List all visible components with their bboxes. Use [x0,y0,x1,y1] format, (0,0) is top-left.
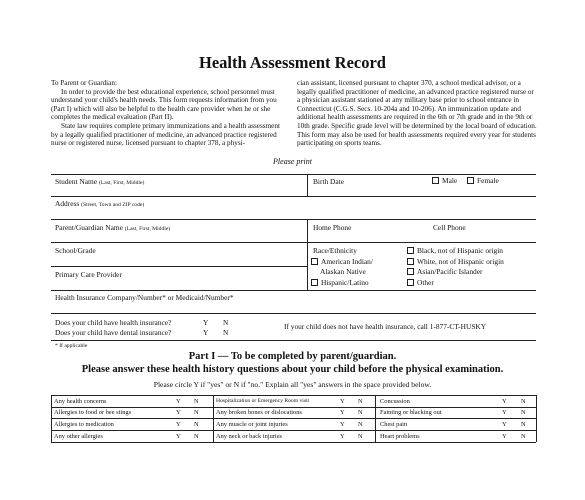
school-grade-label: School/Grade [55,246,96,255]
question-muscle-joint: Any muscle or joint injuries [216,421,288,428]
divider [51,290,536,291]
question-fainting: Fainting or blacking out [380,409,442,416]
dental-insurance-no[interactable]: N [223,328,229,337]
health-insurance-no[interactable]: N [223,318,229,327]
race-black-checkbox[interactable]: Black, not of Hispanic origin [407,246,503,255]
dental-insurance-question: Does your child have dental insurance? [55,328,172,337]
part1-title: Part I — To be completed by parent/guardian. [188,351,397,362]
question-concussion: Concussion [380,398,410,405]
male-checkbox[interactable]: Male [432,176,457,185]
question-allergies-food: Allergies to food or bee stings [54,409,132,416]
divider [307,219,308,290]
race-white-checkbox[interactable]: White, not of Hispanic origin [407,257,504,266]
race-other-checkbox[interactable]: Other [407,278,434,287]
checkbox-icon [407,258,414,265]
dental-insurance-yes[interactable]: Y [203,328,209,337]
part1-instructions: Please circle Y if "yes" or N if "no." Explain all "yes" answers in the space provided below. [153,380,432,389]
checkbox-icon [311,279,318,286]
answer-no[interactable]: N [194,409,199,416]
intro-paragraph-2: State law requires complete primary immunizations and a health assessment by a legally qualified practitioner of medicine, an advanced practice registered nurse or registered nurse, licensed pursuant to chapter 378, a physi- [51,121,280,148]
answer-no[interactable]: N [521,409,526,416]
answer-yes[interactable]: Y [340,398,345,405]
answer-no[interactable]: N [358,433,363,440]
student-name-label: Student Name (Last, First, Middle) [55,177,145,186]
race-american-indian-label-2: Alaskan Native [320,267,366,276]
cell-phone-label: Cell Phone [433,223,466,232]
health-insurance-question: Does your child have health insurance? [55,318,172,327]
checkbox-icon [407,247,414,254]
part1-subtitle: Please answer these health history questions about your child before the physical examination. [81,364,504,375]
race-american-indian-checkbox[interactable]: American Indian/ [311,257,373,266]
question-chest-pain: Chest pain [380,421,408,428]
divider [51,340,536,341]
answer-no[interactable]: N [521,398,526,405]
answer-no[interactable]: N [521,421,526,428]
divider [51,219,536,220]
race-hispanic-checkbox[interactable]: Hispanic/Latino [311,278,369,287]
guardian-name-label: Parent/Guardian Name (Last, First, Middle) [55,223,171,232]
female-checkbox[interactable]: Female [467,176,499,185]
answer-yes[interactable]: Y [502,398,507,405]
address-label: Address (Street, Town and ZIP code) [55,199,145,208]
checkbox-icon [432,177,439,184]
answer-yes[interactable]: Y [340,421,345,428]
divider [51,242,536,243]
question-other-allergies: Any other allergies [54,433,103,440]
birth-date-label: Birth Date [313,177,344,186]
form-title: Health Assessment Record [199,53,386,72]
answer-no[interactable]: N [358,421,363,428]
checkbox-icon [407,279,414,286]
insurance-company-label: Health Insurance Company/Number* or Medicaid/Number* [55,293,234,302]
checkbox-icon [407,268,414,275]
question-broken-bones: Any broken bones or dislocations [216,409,302,416]
answer-yes[interactable]: Y [176,398,181,405]
intro-right-column: cian assistant, licensed pursuant to chapter 370, a school medical advisor, or a legally qualified practitioner of medicine, an advanced practice registered nurse or a physician assistant stationed at any military base prior to school entrance in Connecticut (C.G.S. Secs. 10-204a and 10-206). An immunization update and additional health assessments are required in the 6th or 7th grade and in the 9th or 10th grade. Specific grade level will be determined by the local board of education. This form may also be used for health assessments required every year for students participating on sports teams. [297,79,537,148]
question-heart-problems: Heart problems [380,433,420,440]
divider [307,174,308,196]
question-any-health-concerns: Any health concerns [54,398,107,405]
answer-no[interactable]: N [194,421,199,428]
answer-yes[interactable]: Y [176,409,181,416]
intro-left-column [51,79,287,148]
intro-salutation: To Parent or Guardian: [51,79,117,87]
divider [51,196,536,197]
divider [51,174,536,175]
answer-no[interactable]: N [358,409,363,416]
primary-care-label: Primary Care Provider [55,270,122,279]
answer-yes[interactable]: Y [340,433,345,440]
race-ethnicity-label: Race/Ethnicity [313,246,357,255]
home-phone-label: Home Phone [313,223,352,232]
if-applicable-note: * If applicable [55,343,88,349]
answer-yes[interactable]: Y [340,409,345,416]
answer-yes[interactable]: Y [502,409,507,416]
husky-note: If your child does not have health insurance, call 1-877-CT-HUSKY [284,322,487,331]
answer-yes[interactable]: Y [176,433,181,440]
race-asian-checkbox[interactable]: Asian/Pacific Islander [407,267,482,276]
divider [51,313,536,314]
answer-no[interactable]: N [521,433,526,440]
please-print-note: Please print [273,157,312,166]
question-hospitalization: Hospitalization or Emergency Room visit [216,398,310,404]
health-insurance-yes[interactable]: Y [203,318,209,327]
question-neck-back: Any neck or back injuries [216,433,283,440]
divider [51,266,307,267]
answer-yes[interactable]: Y [502,421,507,428]
checkbox-icon [467,177,474,184]
answer-no[interactable]: N [194,433,199,440]
answer-no[interactable]: N [194,398,199,405]
answer-yes[interactable]: Y [502,433,507,440]
intro-paragraph-1: In order to provide the best educational experience, school personnel must understand your child's health needs. This form requests information from you (Part I) which will also be helpful to the health care provider when he or she completes the medical evaluation (Part II). [51,87,277,122]
answer-no[interactable]: N [358,398,363,405]
answer-yes[interactable]: Y [176,421,181,428]
question-allergies-medication: Allergies to medication [54,421,114,428]
checkbox-icon [311,258,318,265]
